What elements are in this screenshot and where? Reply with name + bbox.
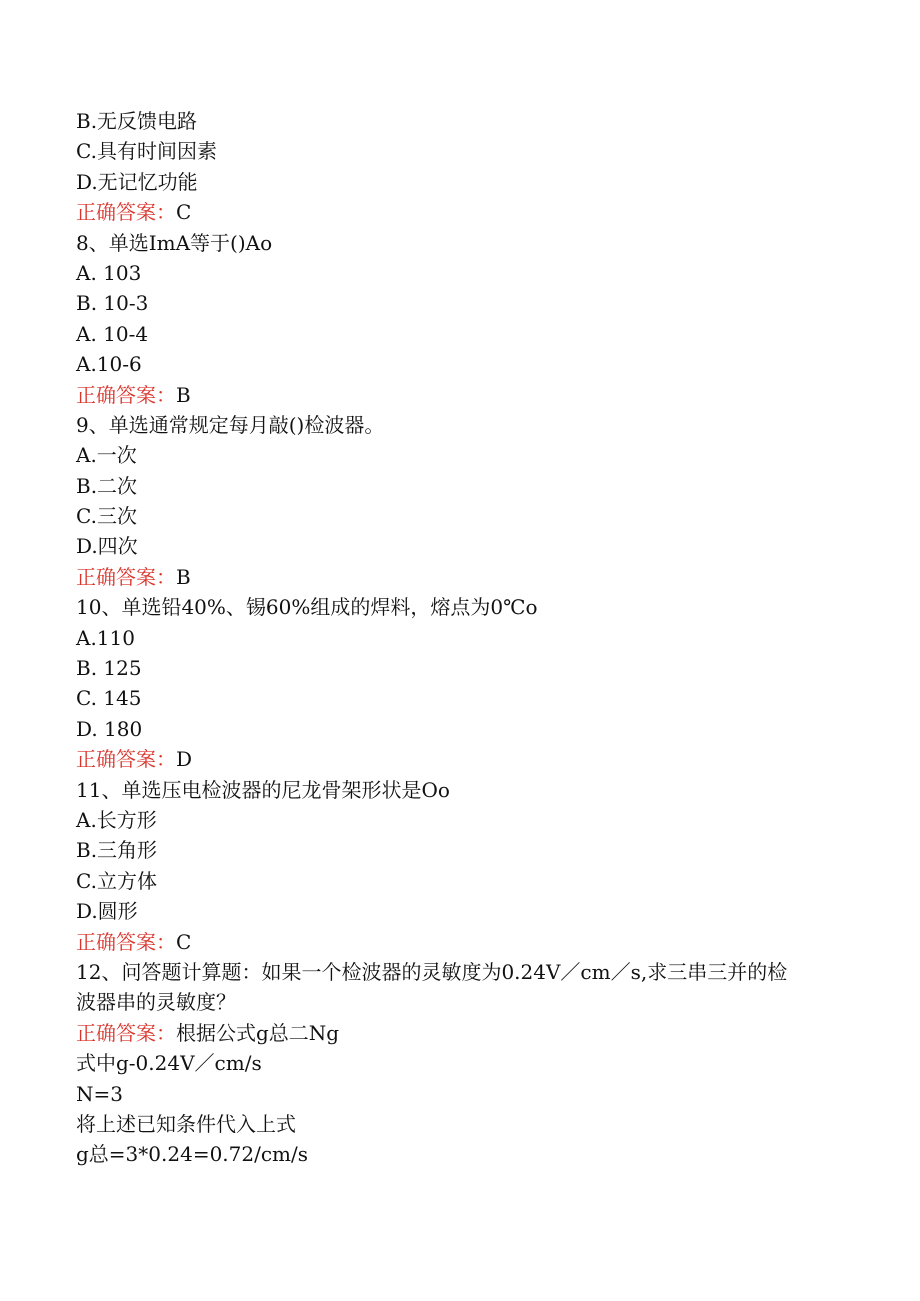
answer-option: D.无记忆功能 [76, 169, 198, 194]
answer-option: C.三次 [76, 504, 137, 529]
correct-answer-line [76, 927, 856, 957]
answer-label: 正确答案： [76, 564, 176, 589]
answer-value: B [176, 382, 191, 407]
answer-option: B.二次 [76, 473, 138, 498]
answer-value: C [176, 200, 192, 225]
explanation-text: 式中g-0.24V／cm/s [76, 1051, 262, 1076]
explanation-text: 将上述已知条件代入上式 [76, 1111, 296, 1136]
question-text: 12、问答题计算题：如果一个检波器的灵敏度为0.24V／cm／s,求三串三并的检 [76, 959, 788, 984]
answer-value: B [176, 564, 191, 589]
answer-label: 正确答案： [76, 1020, 176, 1045]
answer-option: D.四次 [76, 534, 138, 559]
explanation-text: N=3 [76, 1081, 123, 1106]
answer-value: C [176, 929, 192, 954]
question-text: 波器串的灵敏度？ [76, 990, 236, 1015]
answer-option: A. 103 [76, 260, 142, 285]
answer-option: B. 125 [76, 656, 142, 681]
correct-answer-line [76, 562, 856, 592]
question-text: 8、单选ImA等于()Ao [76, 230, 273, 255]
correct-answer-line [76, 197, 856, 227]
answer-option: A.110 [76, 625, 135, 650]
answer-option: C.具有时间因素 [76, 139, 217, 164]
question-text: 11、单选压电检波器的尼龙骨架形状是Oo [76, 777, 450, 802]
answer-option: B.无反馈电路 [76, 109, 198, 133]
answer-option: A.10-6 [76, 352, 142, 377]
answer-value: D [176, 747, 193, 772]
answer-label: 正确答案： [76, 382, 176, 407]
answer-label: 正确答案： [76, 747, 176, 772]
document-page [76, 106, 856, 1170]
answer-label: 正确答案： [76, 929, 176, 954]
correct-answer-line [76, 744, 856, 774]
answer-option: A.长方形 [76, 807, 157, 832]
answer-option: A. 10-4 [76, 321, 149, 346]
question-text: 9、单选通常规定每月敲()检波器。 [76, 412, 385, 437]
answer-option: C. 145 [76, 686, 142, 711]
correct-answer-line [76, 1018, 856, 1048]
explanation-text: g总=3*0.24=0.72/cm/s [76, 1142, 309, 1167]
answer-option: C.立方体 [76, 868, 157, 893]
answer-option: D.圆形 [76, 899, 138, 924]
answer-option: A.一次 [76, 443, 137, 468]
answer-option: D. 180 [76, 716, 143, 741]
answer-option: B.三角形 [76, 838, 158, 863]
answer-option: B. 10-3 [76, 291, 149, 316]
correct-answer-line [76, 380, 856, 410]
answer-value: 根据公式g总二Ng [176, 1020, 340, 1045]
answer-label: 正确答案： [76, 200, 176, 225]
question-text: 10、单选铅40%、锡60%组成的焊料，熔点为0℃o [76, 595, 538, 620]
